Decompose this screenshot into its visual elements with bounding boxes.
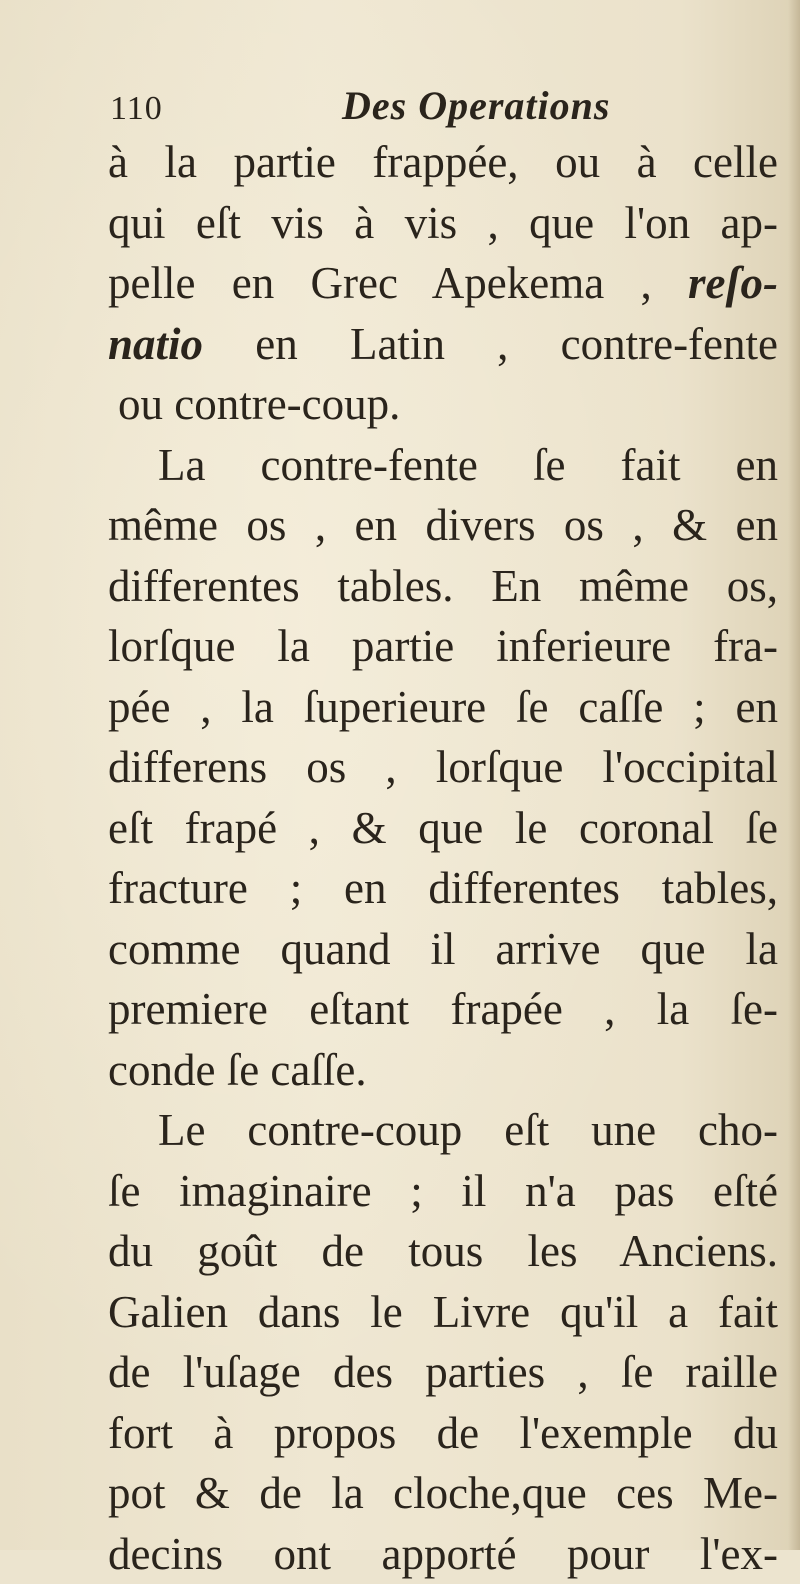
text-line-13: fracture ; en differentes tables, <box>108 858 778 919</box>
text-line-21: de l'uſage des parties , ſe raille <box>108 1342 778 1403</box>
text-line-6: La contre-fente ſe fait en <box>108 435 778 496</box>
running-title: Des Operations <box>342 82 610 129</box>
text-line-9: lorſque la partie inferieure fra- <box>108 616 778 677</box>
text-line-1: à la partie frappée, ou à celle <box>108 132 778 193</box>
text-line-4 <box>108 314 778 375</box>
body-text <box>108 132 778 1584</box>
text-line-3-roman: pelle en Grec Apekema , <box>108 258 688 308</box>
text-line-10: pée , la ſuperieure ſe caſſe ; en <box>108 677 778 738</box>
text-line-12: eſt frapé , & que le coronal ſe <box>108 798 778 859</box>
text-line-18: ſe imaginaire ; il n'a pas eſté <box>108 1161 778 1222</box>
text-line-3-italic: reſo- <box>688 258 778 308</box>
text-line-5: ou contre-coup. <box>108 374 778 435</box>
page-number: 110 <box>110 90 163 128</box>
text-line-4-italic: natio <box>108 319 203 369</box>
text-line-7: même os , en divers os , & en <box>108 495 778 556</box>
text-line-11: differens os , lorſque l'occipital <box>108 737 778 798</box>
text-line-19: du goût de tous les Anciens. <box>108 1221 778 1282</box>
page-header <box>110 82 750 132</box>
text-line-4-roman: en Latin , contre-fente <box>203 319 778 369</box>
text-line-15: premiere eſtant frapée , la ſe- <box>108 979 778 1040</box>
text-line-14: comme quand il arrive que la <box>108 919 778 980</box>
text-line-16: conde ſe caſſe. <box>108 1040 778 1101</box>
text-line-23: pot & de la cloche,que ces Me- <box>108 1463 778 1524</box>
page-edge-shadow <box>788 0 800 1550</box>
text-line-3 <box>108 253 778 314</box>
text-line-2: qui eſt vis à vis , que l'on ap- <box>108 193 778 254</box>
text-line-24: decins ont apporté pour l'ex- <box>108 1524 778 1584</box>
text-line-8: differentes tables. En même os, <box>108 556 778 617</box>
text-line-22: fort à propos de l'exemple du <box>108 1403 778 1464</box>
text-line-17: Le contre-coup eſt une cho- <box>108 1100 778 1161</box>
text-line-20: Galien dans le Livre qu'il a fait <box>108 1282 778 1343</box>
